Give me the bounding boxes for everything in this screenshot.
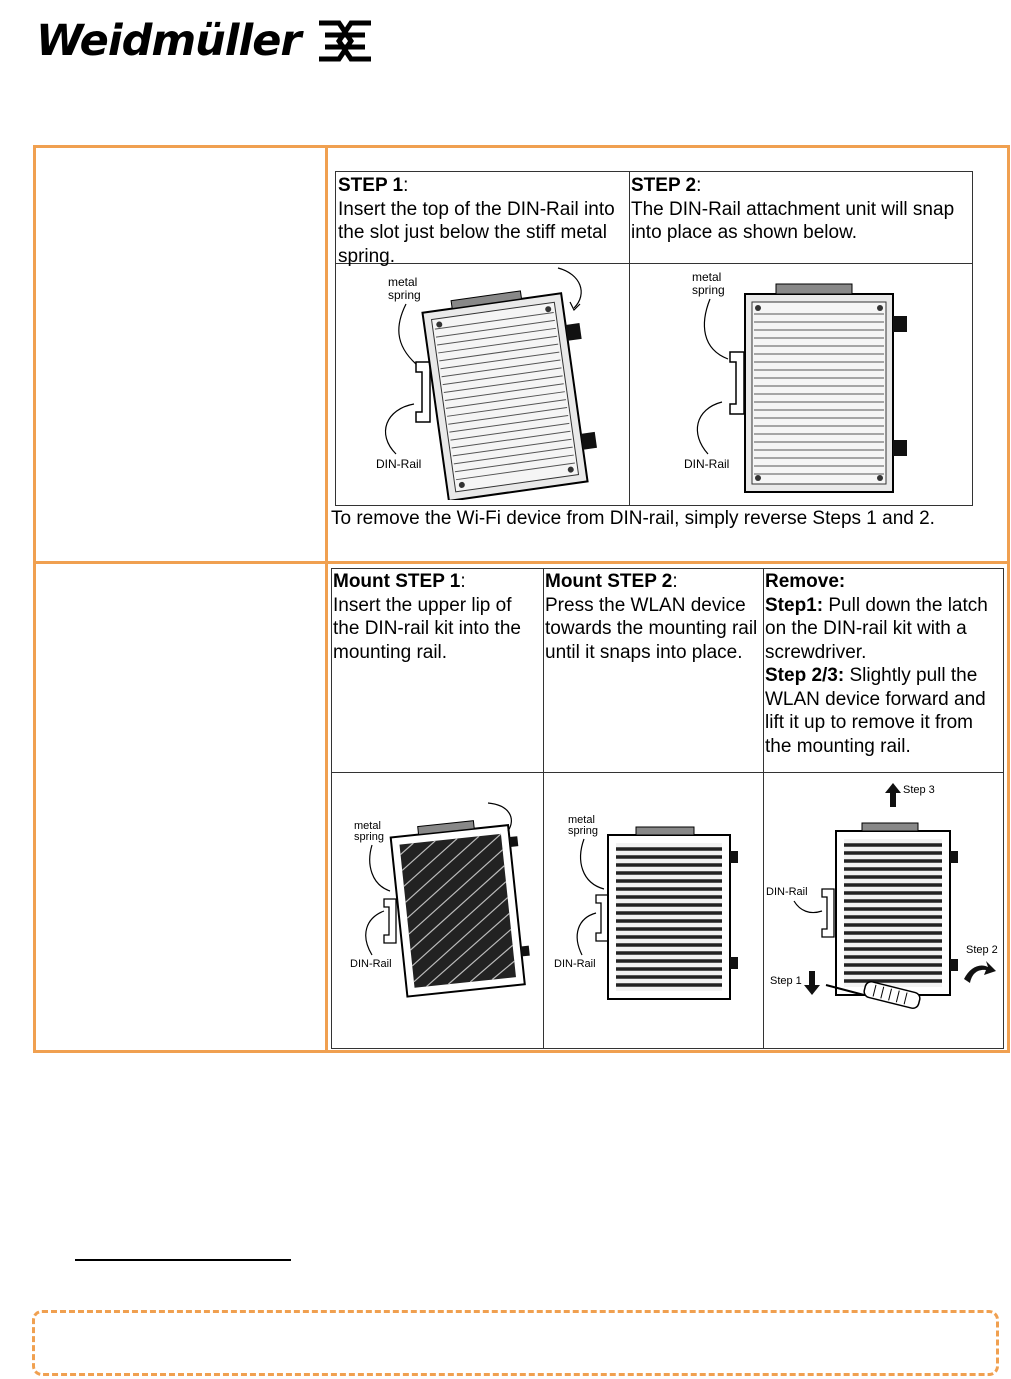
brand-logo xyxy=(36,16,373,66)
step1-illustration-cell xyxy=(336,264,630,506)
spring-label: spring xyxy=(388,288,421,302)
din-rail-label: DIN-Rail xyxy=(554,958,596,970)
mount-step1-title: Mount STEP 1 xyxy=(333,571,461,592)
step-table-1 xyxy=(335,171,973,506)
mount-step2-text: Press the WLAN device towards the mounting rail until it snaps into place. xyxy=(545,594,758,663)
remove-step23-text: Slightly pull the WLAN device forward and lift it up to remove it from the mounting rail. xyxy=(765,665,986,757)
step2-cell: STEP 2: The DIN-Rail attachment unit will snap into place as shown below. xyxy=(630,172,973,264)
din-rail-label: DIN-Rail xyxy=(766,886,808,898)
mount-step1-text: Insert the upper lip of the DIN-rail kit into the mounting rail. xyxy=(333,594,521,663)
spring-label: spring xyxy=(568,825,598,837)
step2-illustration-cell xyxy=(630,264,973,506)
remove-illustration-cell xyxy=(764,773,1004,1049)
step2-label: Step 2 xyxy=(966,944,998,956)
footnote-separator xyxy=(75,1259,291,1261)
curved-arrow-icon xyxy=(964,961,996,983)
brand-name: Weidmüller xyxy=(36,16,301,66)
metal-label: metal xyxy=(568,814,595,826)
mount-step2-title: Mount STEP 2 xyxy=(545,571,673,592)
step2-text: The DIN-Rail attachment unit will snap into place as shown below. xyxy=(631,198,955,243)
mount-step1-illustration xyxy=(332,773,543,1043)
row-divider xyxy=(36,561,1007,564)
remove-illustration xyxy=(764,773,1003,1043)
step1-cell: STEP 1: Insert the top of the DIN-Rail into the slot just below the stiff metal spring. xyxy=(336,172,630,264)
spring-label: spring xyxy=(692,283,725,297)
remove-cell xyxy=(764,569,1004,773)
metal-label: metal xyxy=(388,275,418,289)
step1-title: STEP 1 xyxy=(338,175,404,196)
step3-label: Step 3 xyxy=(903,784,935,796)
din-rail-label: DIN-Rail xyxy=(376,457,422,471)
mount-step2-cell: Mount STEP 2: Press the WLAN device towards the mounting rail until it snaps into place. xyxy=(544,569,764,773)
din-rail-label: DIN-Rail xyxy=(350,958,392,970)
arrow-up-icon xyxy=(885,783,901,807)
mount-step1-cell: Mount STEP 1: Insert the upper lip of the DIN-rail kit into the mounting rail. xyxy=(332,569,544,773)
mount-step1-illustration-cell xyxy=(332,773,544,1049)
din-rail-label: DIN-Rail xyxy=(684,457,730,471)
mount-step2-illustration-cell xyxy=(544,773,764,1049)
remove-step1-label: Step1: xyxy=(765,594,824,616)
step2-title: STEP 2 xyxy=(631,175,697,196)
removal-note: To remove the Wi-Fi device from DIN-rail, simply reverse Steps 1 and 2. xyxy=(331,508,935,529)
step1-text: Insert the top of the DIN-Rail into the slot just below the stiff metal spring. xyxy=(338,198,615,267)
mount-step2-illustration xyxy=(544,773,763,1043)
remove-title: Remove: xyxy=(765,571,846,592)
remove-step23-label: Step 2/3: xyxy=(765,665,845,686)
column-divider xyxy=(325,148,328,1050)
metal-label: metal xyxy=(354,820,381,832)
step1-label: Step 1 xyxy=(770,975,802,987)
spring-label: spring xyxy=(354,831,384,843)
dashed-note-box xyxy=(32,1310,999,1376)
step2-device-illustration xyxy=(630,264,972,500)
arrow-down-icon xyxy=(804,971,820,995)
step1-device-illustration xyxy=(336,264,629,500)
step-table-2 xyxy=(331,568,1004,1049)
metal-label: metal xyxy=(692,270,722,284)
weidmuller-logo-icon xyxy=(317,17,373,65)
remove-step1-text: Pull down the latch on the DIN-rail kit with a screwdriver. xyxy=(765,594,988,663)
